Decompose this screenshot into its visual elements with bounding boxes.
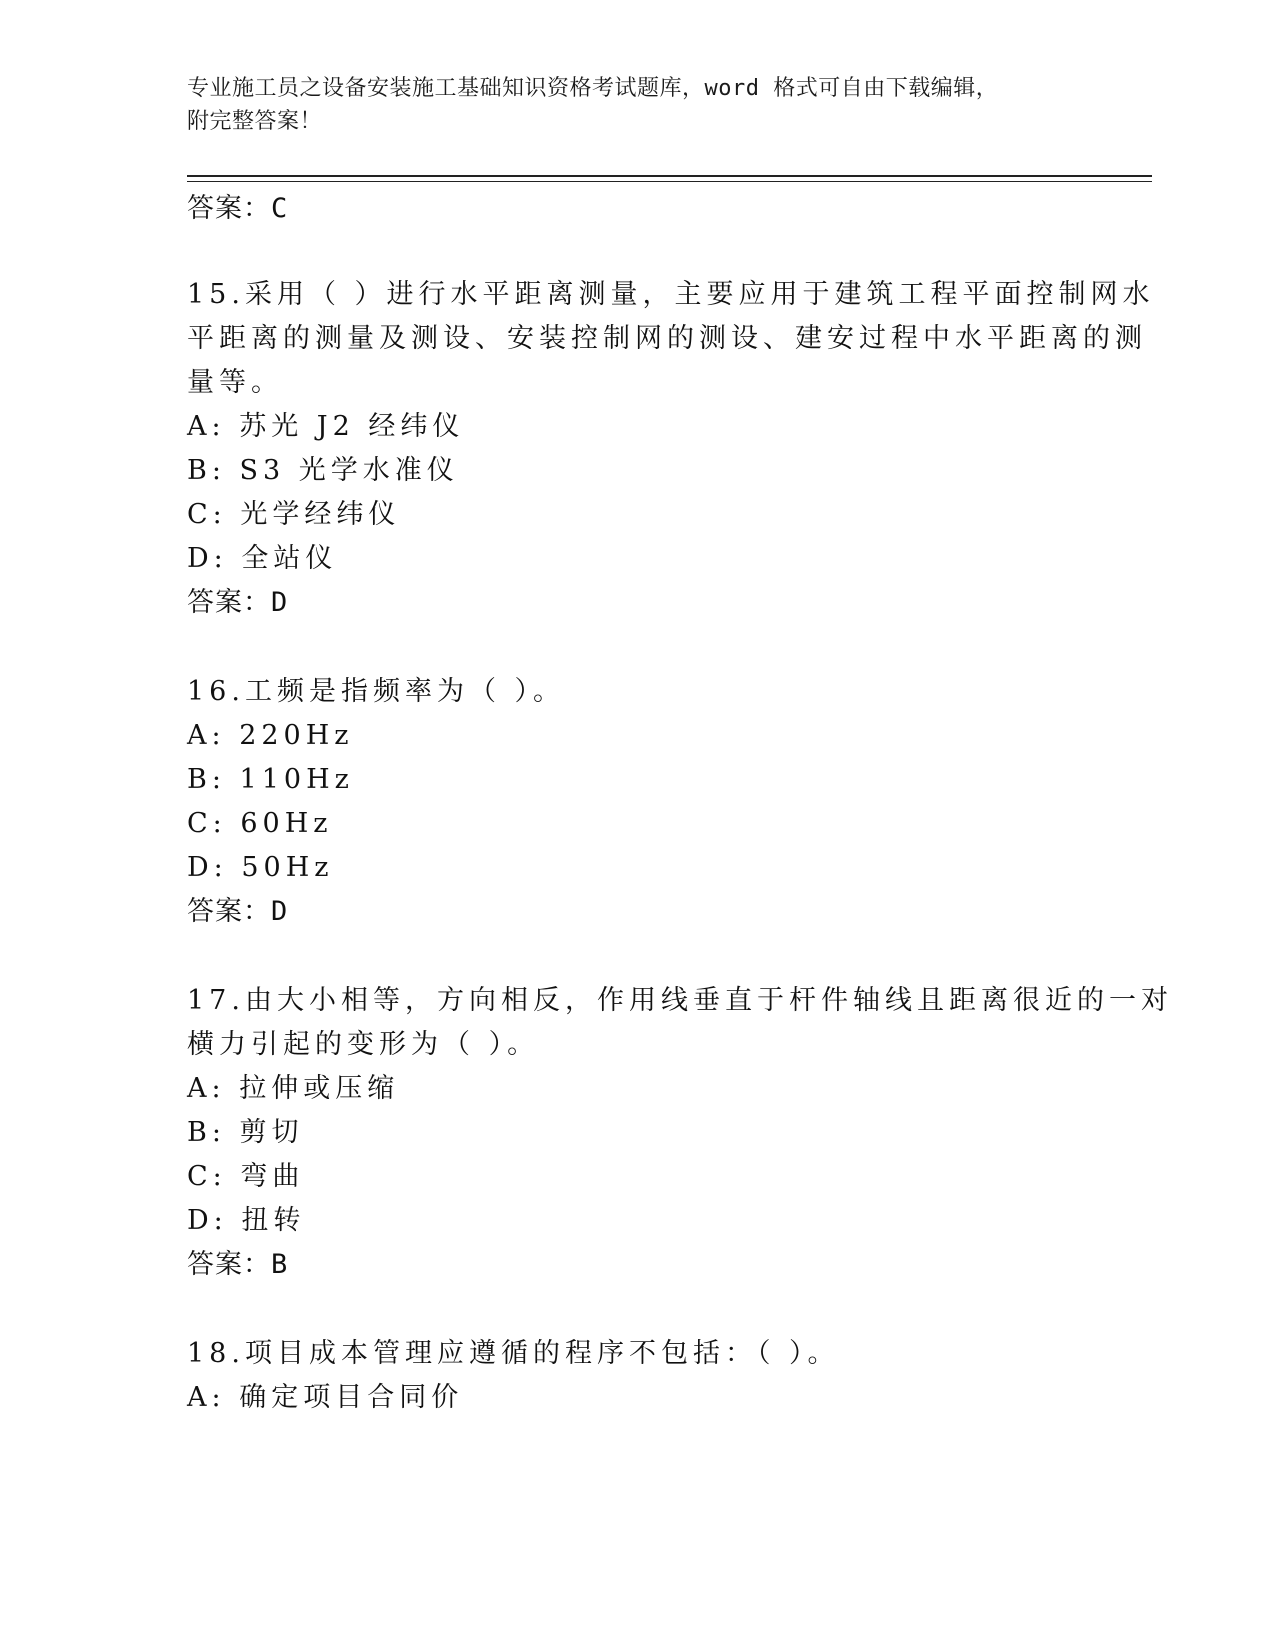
option-label: B: [187, 764, 226, 795]
option-text: 拉伸或压缩 [239, 1073, 400, 1104]
q16-option-b [187, 760, 354, 800]
option-label: A: [187, 1382, 226, 1413]
q18-option-a [187, 1378, 463, 1418]
q17-stem-line-1: 17.由大小相等，方向相反，作用线垂直于杆件轴线且距离很近的一对 [187, 985, 1173, 1016]
q15-stem-line-3: 量等。 [187, 367, 283, 398]
option-text: S3 光学水准仪 [239, 455, 459, 486]
option-label: A: [187, 1073, 226, 1104]
option-text: 剪切 [239, 1117, 304, 1148]
option-text: 弯曲 [240, 1161, 305, 1192]
answer-prefix: 答案： [187, 896, 271, 927]
q16-option-d [187, 848, 333, 888]
header-divider-thin [187, 181, 1152, 182]
option-label: B: [187, 1117, 226, 1148]
q18-stem-line-1: 18.项目成本管理应遵循的程序不包括：（ ）。 [187, 1338, 840, 1369]
option-text: 苏光 J2 经纬仪 [239, 411, 465, 442]
q16-stem-line-1: 16.工频是指频率为（ ）。 [187, 676, 566, 707]
option-label: D: [187, 543, 228, 574]
q15-option-a [187, 407, 464, 447]
q17-option-c [187, 1157, 304, 1197]
option-text: 220Hz [239, 720, 354, 751]
option-text: 扭转 [241, 1205, 306, 1236]
q16-option-c [187, 804, 333, 844]
answer-value: D [271, 896, 289, 927]
q15-option-d [187, 539, 337, 579]
header-line-2: 附完整答案！ [187, 109, 323, 134]
q16-answer [187, 892, 288, 932]
option-label: C: [187, 499, 227, 530]
q17-option-b [187, 1113, 304, 1153]
q15-stem-line-1: 15.采用（ ）进行水平距离测量，主要应用于建筑工程平面控制网水 [187, 279, 1155, 310]
option-label: A: [187, 411, 226, 442]
option-text: 光学经纬仪 [240, 499, 401, 530]
option-text: 110Hz [239, 764, 354, 795]
q17-option-d [187, 1201, 305, 1241]
option-label: D: [187, 852, 228, 883]
q17-answer [187, 1245, 288, 1285]
header-divider-thick [187, 175, 1152, 177]
q15-answer [187, 583, 288, 623]
answer-value: C [271, 193, 289, 224]
option-text: 60Hz [240, 808, 333, 839]
answer-value: B [271, 1249, 289, 1280]
option-label: D: [187, 1205, 228, 1236]
q15-option-b [187, 451, 459, 491]
option-label: B: [187, 455, 226, 486]
option-text: 确定项目合同价 [239, 1382, 464, 1413]
q16-option-a [187, 716, 354, 756]
q15-stem-line-2: 平距离的测量及测设、安装控制网的测设、建安过程中水平距离的测 [187, 323, 1147, 354]
option-label: C: [187, 1161, 227, 1192]
answer-value: D [271, 587, 289, 618]
option-text: 全站仪 [241, 543, 338, 574]
answer-line-prev [187, 189, 288, 229]
option-label: A: [187, 720, 226, 751]
q17-stem-line-2: 横力引起的变形为（ ）。 [187, 1029, 540, 1060]
answer-prefix: 答案： [187, 193, 271, 224]
answer-prefix: 答案： [187, 587, 271, 618]
q15-option-c [187, 495, 400, 535]
q17-option-a [187, 1069, 399, 1109]
option-text: 50Hz [241, 852, 334, 883]
header-line-1: 专业施工员之设备安装施工基础知识资格考试题库，word 格式可自由下载编辑， [187, 76, 999, 101]
answer-prefix: 答案： [187, 1249, 271, 1280]
document-header [187, 72, 1067, 138]
option-label: C: [187, 808, 227, 839]
